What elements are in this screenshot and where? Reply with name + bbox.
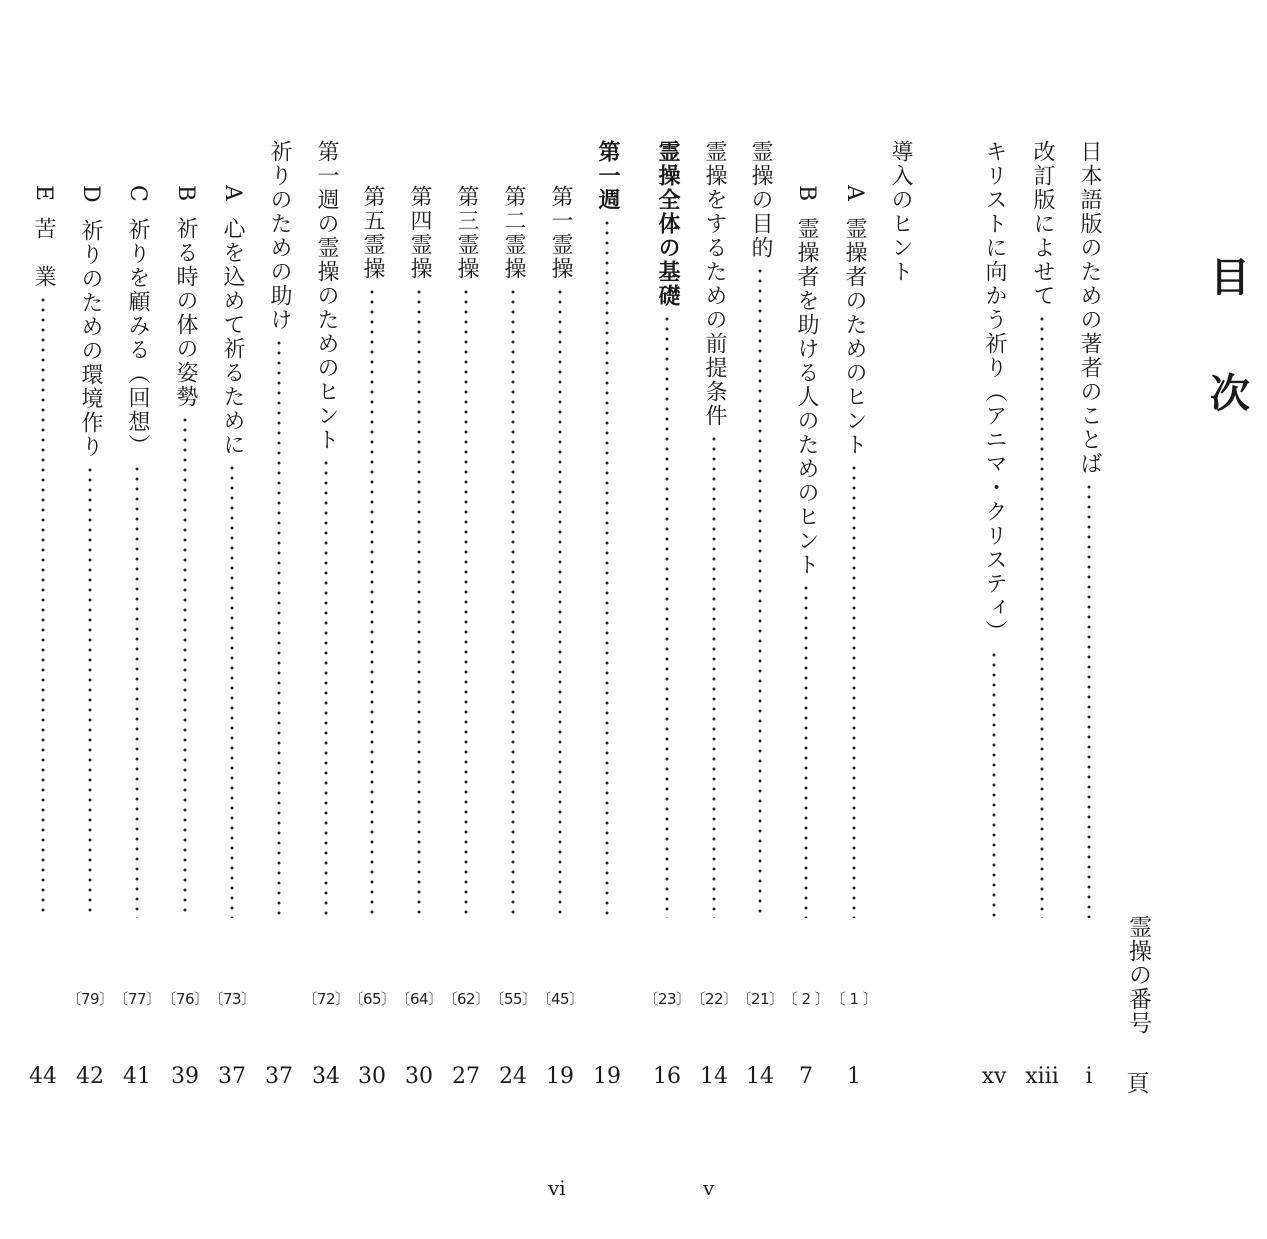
dot-leader — [697, 434, 731, 918]
toc-entry — [120, 185, 154, 918]
toc-entry-title: 霊操者のためのヒント — [842, 216, 867, 457]
dot-leader — [449, 287, 483, 918]
exercise-number: 〔76〕 — [161, 990, 209, 1008]
toc-entry — [449, 185, 483, 918]
exercise-number: 〔64〕 — [395, 990, 443, 1008]
toc-entry — [73, 185, 107, 918]
page-number: 14 — [700, 1064, 728, 1089]
exercise-number: 〔65〕 — [348, 990, 396, 1008]
letter-gap — [837, 203, 871, 217]
exercise-number: 〔 1 〕 — [830, 990, 878, 1008]
folio-left: vi — [548, 1176, 566, 1200]
dot-leader — [743, 266, 777, 918]
page-number: 14 — [746, 1064, 774, 1089]
dot-leader — [355, 287, 389, 918]
dot-leader — [977, 650, 1011, 918]
page-number: 30 — [405, 1064, 433, 1089]
dot-leader — [496, 287, 530, 918]
toc-entry-title: 第二霊操 — [501, 185, 526, 281]
toc-entry-title: 祈る時の体の姿勢 — [173, 217, 198, 410]
toc-entry-title: 心を込めて祈るために — [220, 216, 245, 457]
exercise-number: 〔77〕 — [113, 990, 161, 1008]
toc-entry — [168, 185, 202, 918]
exercise-number: 〔 2 〕 — [782, 990, 830, 1008]
letter-gap — [120, 204, 154, 218]
toc-entry-title: 祈りを顧みる（回想） — [125, 217, 150, 458]
page-number: 19 — [593, 1064, 621, 1089]
exercise-number: 〔23〕 — [643, 990, 691, 1008]
toc-title-char-2: 次 — [1210, 371, 1250, 417]
dot-leader — [837, 463, 871, 918]
page-number: 34 — [312, 1064, 340, 1089]
exercise-number: 〔79〕 — [66, 990, 114, 1008]
dot-leader — [120, 464, 154, 918]
toc-entry — [355, 185, 389, 918]
toc-entry-title: 霊操者を助ける人のためのヒント — [794, 217, 819, 578]
toc-entry — [496, 185, 530, 918]
letter-gap — [215, 203, 249, 217]
toc-entry-title: 第四霊操 — [407, 185, 432, 281]
page-number: 24 — [499, 1064, 527, 1089]
toc-entry-letter: B — [173, 185, 198, 204]
toc-entry — [1025, 140, 1059, 918]
dot-leader — [26, 295, 60, 918]
toc-entry-title: 苦 業 — [31, 217, 56, 290]
toc-entry — [590, 140, 624, 918]
toc-entry-title: キリストに向かう祈り（アニマ・クリスティ） — [982, 140, 1007, 644]
dot-leader — [789, 583, 823, 918]
toc-entry — [309, 140, 343, 918]
toc-entry-letter: D — [78, 185, 103, 205]
page-number: xiii — [1025, 1064, 1059, 1089]
letter-gap — [789, 203, 823, 217]
dot-leader — [168, 415, 202, 918]
dot-leader — [1025, 314, 1059, 918]
toc-entry-title: 第一霊操 — [548, 185, 573, 281]
toc-entry — [650, 140, 684, 918]
toc-entry-letter: A — [842, 185, 867, 203]
page-number: 37 — [265, 1064, 293, 1089]
page-number: 39 — [171, 1064, 199, 1089]
letter-gap — [73, 205, 107, 219]
toc-entry-letter: E — [31, 185, 56, 204]
toc-entry-title: 導入のヒント — [888, 140, 913, 284]
toc-entry-title: 改訂版によせて — [1030, 140, 1055, 308]
exercise-number-header: 霊操の番号 — [1125, 915, 1151, 1035]
toc-entry-title: 第五霊操 — [360, 185, 385, 281]
toc-entry-title: 第一週 — [595, 140, 620, 212]
toc-entry-title: 霊操全体の基礎 — [655, 140, 680, 308]
toc-entry — [543, 185, 577, 918]
toc-entry — [743, 140, 777, 918]
toc-entry-title: 霊操をするための前提条件 — [702, 140, 727, 428]
dot-leader — [543, 287, 577, 918]
page-number: xv — [981, 1064, 1007, 1089]
toc-entry-title: 第三霊操 — [454, 185, 479, 281]
toc-entry-letter: C — [125, 185, 150, 204]
dot-leader — [309, 458, 343, 918]
toc-entry — [215, 185, 249, 918]
dot-leader — [1072, 482, 1106, 918]
toc-entry — [262, 140, 296, 918]
exercise-number: 〔21〕 — [736, 990, 784, 1008]
dot-leader — [402, 287, 436, 918]
page-number: 27 — [452, 1064, 480, 1089]
page-number: 19 — [546, 1064, 574, 1089]
exercise-number: 〔45〕 — [536, 990, 584, 1008]
exercise-number: 〔73〕 — [208, 990, 256, 1008]
page-number: 37 — [218, 1064, 246, 1089]
page-number: 7 — [799, 1064, 813, 1089]
toc-title-char-1: 目 — [1210, 255, 1250, 301]
page-number: 1 — [847, 1064, 861, 1089]
letter-gap — [26, 203, 60, 217]
toc-entry-title: 日本語版のための著者のことば — [1077, 140, 1102, 476]
dot-leader — [590, 218, 624, 918]
dot-leader — [215, 463, 249, 918]
toc-entry — [697, 140, 731, 918]
toc-entry — [837, 185, 871, 918]
exercise-number: 〔55〕 — [489, 990, 537, 1008]
dot-leader — [73, 465, 107, 918]
dot-leader — [650, 314, 684, 918]
toc-entry-letter: A — [220, 185, 245, 203]
exercise-number: 〔62〕 — [442, 990, 490, 1008]
toc-entry-title: 霊操の目的 — [748, 140, 773, 260]
page-number: 41 — [123, 1064, 151, 1089]
page-number: 42 — [76, 1064, 104, 1089]
dot-leader — [262, 338, 296, 918]
page-number: 16 — [653, 1064, 681, 1089]
exercise-number: 〔72〕 — [302, 990, 350, 1008]
folio-right: v — [703, 1176, 715, 1200]
page-column-header: 頁 — [1126, 1071, 1150, 1097]
toc-entry-title: 祈りのための環境作り — [78, 218, 103, 459]
toc-entry-title: 第一週の霊操のためのヒント — [314, 140, 339, 452]
exercise-number: 〔22〕 — [690, 990, 738, 1008]
toc-entry — [1072, 140, 1106, 918]
toc-entry — [402, 185, 436, 918]
toc-entry — [977, 140, 1011, 918]
toc-entry-title: 祈りのための助け — [267, 140, 292, 332]
letter-gap — [168, 203, 202, 217]
toc-entry-letter: B — [794, 185, 819, 204]
page-number: i — [1085, 1064, 1093, 1089]
toc-entry — [789, 185, 823, 918]
page-number: 44 — [29, 1064, 57, 1089]
toc-entry — [26, 185, 60, 918]
toc-entry — [883, 140, 917, 918]
page-number: 30 — [358, 1064, 386, 1089]
